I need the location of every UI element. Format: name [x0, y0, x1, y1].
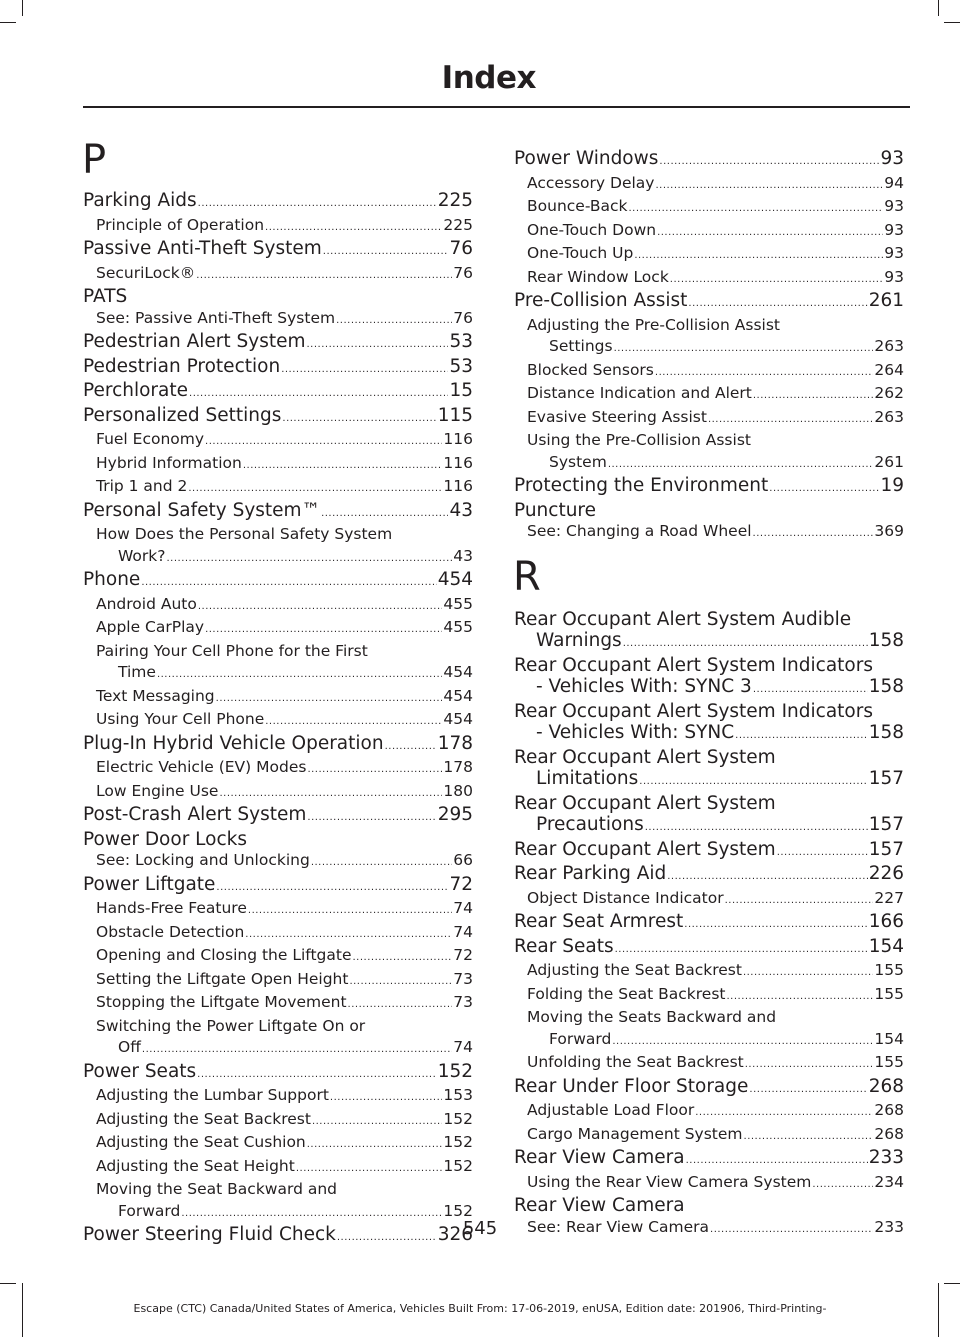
- index-subentry: Folding the Seat Backrest ..... 155: [514, 984, 904, 1008]
- index-subentry: Low Engine Use ..... 180: [83, 781, 473, 805]
- index-subentry: Fuel Economy ..... 116: [83, 429, 473, 453]
- index-entry: Puncture: [514, 499, 597, 521]
- index-subentry: One-Touch Up ..... 93: [514, 243, 904, 267]
- index-entry: Pre-Collision Assist ..... 261: [514, 290, 904, 315]
- index-entry: PATS: [83, 286, 128, 307]
- index-entry: Personal Safety System™ ..... 43: [83, 500, 473, 525]
- index-entry: Perchlorate ..... 15: [83, 380, 473, 405]
- index-subentry: Using the Pre-Collision Assist System ..... 261: [514, 430, 904, 475]
- index-entry: Personalized Settings ..... 115: [83, 405, 473, 430]
- index-entry: Rear View Camera: [514, 1195, 685, 1216]
- index-subentry: Hands-Free Feature ..... 74: [83, 898, 473, 922]
- index-subentry: Evasive Steering Assist ..... 263: [514, 407, 904, 431]
- index-subentry: Adjusting the Lumbar Support ..... 153: [83, 1085, 473, 1109]
- index-subentry: See: Locking and Unlocking ..... 66: [83, 850, 473, 874]
- index-entry: Protecting the Environment ..... 19: [514, 475, 904, 500]
- index-entry: Rear Occupant Alert System Indicators - Vehicles With: SYNC 3 ..... 158: [514, 655, 904, 701]
- index-subentry: SecuriLock® ..... 76: [83, 263, 473, 287]
- index-entry: Phone ..... 454: [83, 569, 473, 594]
- header-divider: [83, 106, 910, 108]
- index-subentry: Bounce-Back ..... 93: [514, 196, 904, 220]
- index-subentry: Using the Rear View Camera System ..... 234: [514, 1172, 904, 1196]
- index-subentry: Rear Window Lock ..... 93: [514, 267, 904, 291]
- index-subentry: Hybrid Information ..... 116: [83, 453, 473, 477]
- crop-mark: [944, 1283, 960, 1284]
- index-entry: Rear Occupant Alert System Limitations ..... 157: [514, 747, 904, 793]
- index-entry: Rear View Camera ..... 233: [514, 1147, 904, 1172]
- index-entry: Power Seats ..... 152: [83, 1061, 473, 1086]
- index-subentry: See: Rear View Camera ..... 233: [514, 1217, 904, 1241]
- section-letter: P: [82, 137, 107, 183]
- index-subentry: Adjustable Load Floor ..... 268: [514, 1100, 904, 1124]
- crop-mark: [0, 22, 16, 23]
- crop-mark: [944, 22, 960, 23]
- index-column-left: [83, 132, 473, 1249]
- index-entry: Rear Occupant Alert System Indicators - Vehicles With: SYNC ..... 158: [514, 701, 904, 747]
- index-entry: Passive Anti-Theft System ..... 76: [83, 238, 473, 263]
- index-entry: Pedestrian Protection ..... 53: [83, 356, 473, 381]
- index-subentry: Unfolding the Seat Backrest ..... 155: [514, 1052, 904, 1076]
- index-subentry: Setting the Liftgate Open Height ..... 73: [83, 969, 473, 993]
- index-subentry: Adjusting the Seat Height ..... 152: [83, 1156, 473, 1180]
- crop-mark: [22, 0, 23, 16]
- index-entry: Rear Occupant Alert System ..... 157: [514, 839, 904, 864]
- index-subentry: Adjusting the Seat Cushion ..... 152: [83, 1132, 473, 1156]
- crop-mark: [0, 1283, 16, 1284]
- index-subentry: Pairing Your Cell Phone for the First Time ..... 454: [83, 641, 473, 686]
- index-entry: Rear Occupant Alert System Audible Warnings ..... 158: [514, 609, 904, 655]
- index-subentry: See: Changing a Road Wheel ..... 369: [514, 521, 904, 545]
- index-subentry: Switching the Power Liftgate On or Off ..... 74: [83, 1016, 473, 1061]
- index-entry: Plug-In Hybrid Vehicle Operation ..... 178: [83, 733, 473, 758]
- index-subentry: See: Passive Anti-Theft System ..... 76: [83, 308, 473, 332]
- index-subentry: Trip 1 and 2 ..... 116: [83, 476, 473, 500]
- index-entry: Rear Parking Aid ..... 226: [514, 863, 904, 888]
- index-subentry: Text Messaging ..... 454: [83, 686, 473, 710]
- index-entry: Power Windows ..... 93: [514, 148, 904, 173]
- index-subentry: One-Touch Down ..... 93: [514, 220, 904, 244]
- index-entry: Rear Occupant Alert System Precautions ..... 157: [514, 793, 904, 839]
- index-subentry: Principle of Operation ..... 225: [83, 215, 473, 239]
- crop-mark: [938, 0, 939, 16]
- index-subentry: Blocked Sensors ..... 264: [514, 360, 904, 384]
- footer-text: Escape (CTC) Canada/United States of America, Vehicles Built From: 17-06-2019, enUSA, Edition date: 201906, Third-Printing-: [133, 1302, 827, 1315]
- index-subentry: Adjusting the Seat Backrest ..... 155: [514, 960, 904, 984]
- index-entry: Power Steering Fluid Check ..... 326: [83, 1224, 473, 1249]
- index-subentry: Stopping the Liftgate Movement ..... 73: [83, 992, 473, 1016]
- index-subentry: Adjusting the Pre-Collision Assist Settings ..... 263: [514, 315, 904, 360]
- index-subentry: Electric Vehicle (EV) Modes ..... 178: [83, 757, 473, 781]
- index-entry: Pedestrian Alert System ..... 53: [83, 331, 473, 356]
- index-subentry: Moving the Seats Backward and Forward ..... 154: [514, 1007, 904, 1052]
- index-entry: Power Liftgate ..... 72: [83, 874, 473, 899]
- index-subentry: Cargo Management System ..... 268: [514, 1124, 904, 1148]
- index-subentry: Distance Indication and Alert ..... 262: [514, 383, 904, 407]
- index-subentry: Android Auto ..... 455: [83, 594, 473, 618]
- index-entry: Power Door Locks: [83, 828, 248, 850]
- index-entry: Rear Seats ..... 154: [514, 936, 904, 961]
- index-subentry: Apple CarPlay ..... 455: [83, 617, 473, 641]
- index-entry: Rear Seat Armrest ..... 166: [514, 911, 904, 936]
- index-subentry: Object Distance Indicator ..... 227: [514, 888, 904, 912]
- section-letter: R: [513, 553, 541, 600]
- index-subentry: Obstacle Detection ..... 74: [83, 922, 473, 946]
- index-subentry: Accessory Delay ..... 94: [514, 173, 904, 197]
- index-subentry: How Does the Personal Safety System Work? ..... 43: [83, 524, 473, 569]
- index-entry: Parking Aids ..... 225: [83, 190, 473, 215]
- index-entry: Rear Under Floor Storage ..... 268: [514, 1076, 904, 1101]
- index-entry: Post-Crash Alert System ..... 295: [83, 804, 473, 829]
- index-subentry: Adjusting the Seat Backrest ..... 152: [83, 1109, 473, 1133]
- index-column-right: [514, 148, 904, 1240]
- index-subentry: Using Your Cell Phone ..... 454: [83, 709, 473, 733]
- index-subentry: Opening and Closing the Liftgate ..... 72: [83, 945, 473, 969]
- page-number: 545: [462, 1218, 498, 1239]
- page-title: Index: [441, 60, 536, 96]
- index-subentry: Moving the Seat Backward and Forward ..... 152: [83, 1179, 473, 1224]
